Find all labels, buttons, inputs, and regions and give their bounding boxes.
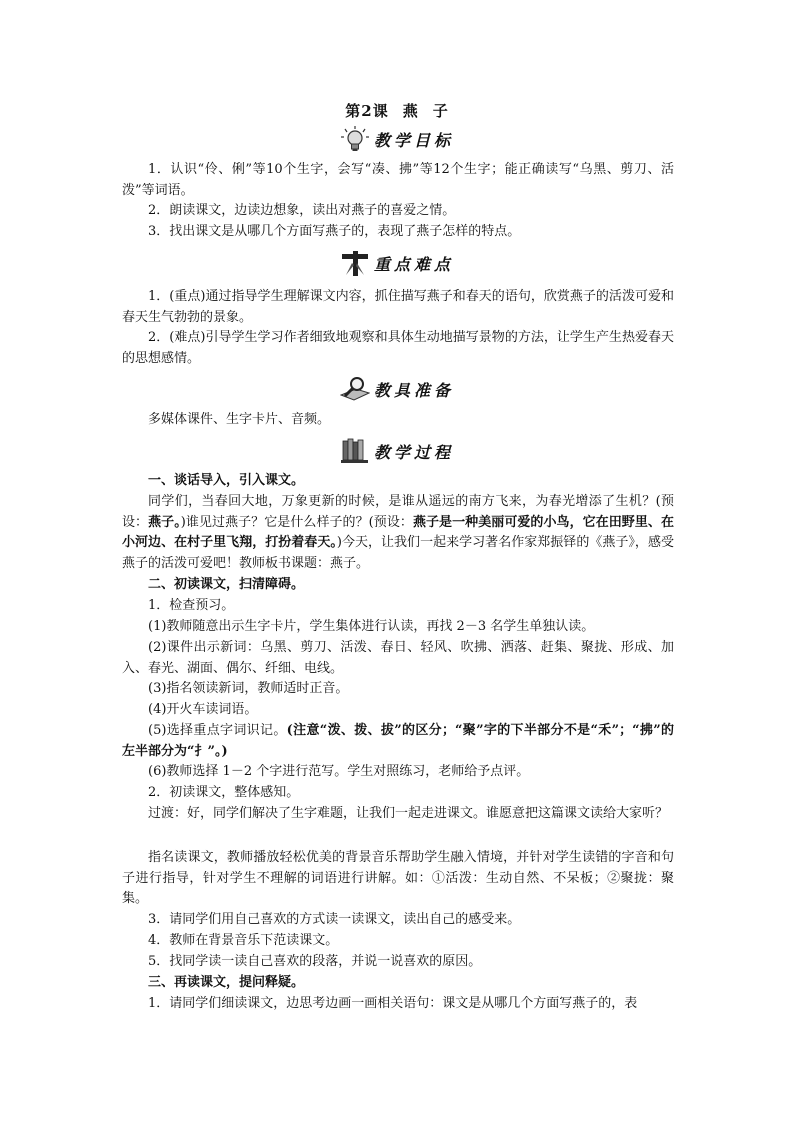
section-heading-materials [0, 374, 794, 404]
step2-item-5: 5．找同学读一读自己喜欢的段落，并说一说喜欢的原因。 [148, 954, 482, 969]
step2-item-3: 3．请同学们用自己喜欢的方式读一读课文，读出自己的感受来。 [148, 912, 521, 927]
step2-item-1-2: (2)课件出示新词：乌黑、剪刀、活泼、春日、轻风、吹拂、洒落、赶集、聚拢、形成、加入、春光、湖面、偶尔、纤细、电线。 [122, 640, 674, 676]
step3-item-1: 1．请同学们细读课文，边思考边画一画相关语句：课文是从哪几个方面写燕子的，表 [148, 996, 638, 1011]
magnifier-book-icon [340, 375, 370, 403]
cross-hammer-icon [340, 249, 370, 277]
step2-reading-guidance: 指名读课文，教师播放轻松优美的背景音乐帮助学生融入情境，并针对学生读错的字音和句子进行指导，针对学生不理解的词语进行讲解。如：①活泼：生动自然、不呆板；②聚拢：聚集。 [122, 850, 674, 906]
step2-item-1-1: (1)教师随意出示生字卡片，学生集体进行认读，再找 2－3 名学生单独认读。 [148, 619, 595, 634]
objective-2: 2．朗读课文，边读边想象，读出对燕子的喜爱之情。 [148, 203, 456, 218]
step3-heading: 三、再读课文，提问释疑。 [148, 975, 305, 990]
section-heading-keypoints [0, 248, 794, 278]
step2-item-1: 1．检查预习。 [148, 598, 235, 613]
lightbulb-icon [340, 125, 370, 153]
keypoint-2: 2．(难点)引导学生学习作者细致地观察和具体生动地描写景物的方法，让学生产生热爱春天的思想感情。 [122, 330, 674, 366]
section-title-process: 教学过程 [373, 442, 454, 462]
step2-item-1-6: (6)教师选择 1－2 个字进行范写。学生对照练习，老师给予点评。 [148, 764, 530, 779]
lesson-name-char-2: 子 [432, 102, 449, 120]
step2-item-1-5: (5)选择重点字词识记。(注意“泼、拨、拔”的区分；“聚”字的下半部分不是“禾”；“拂”的左半部分为“扌”。) [122, 723, 674, 759]
objective-1: 1．认识“伶、俐”等10个生字，会写“凑、拂”等12个生字；能正确读写“乌黑、剪刀、活泼”等词语。 [122, 162, 674, 198]
step2-item-1-4: (4)开火车读词语。 [148, 702, 258, 717]
step2-item-2: 2．初读课文，整体感知。 [148, 785, 300, 800]
step2-transition: 过渡：好，同学们解决了生字难题，让我们一起走进课文。谁愿意把这篇课文读给大家听？ [148, 806, 669, 821]
books-icon [340, 437, 370, 465]
section-title-objectives: 教学目标 [373, 130, 454, 150]
lesson-title [0, 100, 794, 121]
keypoint-1: 1．(重点)通过指导学生理解课文内容，抓住描写燕子和春天的语句，欣赏燕子的活泼可爱和春天生气勃勃的景象。 [122, 289, 674, 325]
objective-3: 3．找出课文是从哪几个方面写燕子的，表现了燕子怎样的特点。 [148, 224, 521, 239]
step2-heading: 二、初读课文，扫清障碍。 [148, 577, 305, 592]
section-heading-process [0, 436, 794, 466]
section-heading-objectives [0, 124, 794, 154]
lesson-name-char-1: 燕 [402, 102, 419, 120]
materials-text: 多媒体课件、生字卡片、音频。 [148, 412, 331, 427]
step1-heading: 一、谈话导入，引入课文。 [148, 473, 305, 488]
section-title-materials: 教具准备 [373, 380, 454, 400]
step2-item-4: 4．教师在背景音乐下范读课文。 [148, 933, 339, 948]
section-title-keypoints: 重点难点 [373, 254, 454, 274]
step2-item-1-3: (3)指名领读新词，教师适时正音。 [148, 681, 349, 696]
step1-paragraph: 同学们，当春回大地，万象更新的时候，是谁从遥远的南方飞来，为春光增添了生机？(预设：燕子。)谁见过燕子？它是什么样子的？(预设：燕子是一种美丽可爱的小鸟，它在田野里、在小河边、在村子里飞翔，打扮着春天。)今天，让我们一起来学习著名作家郑振铎的《燕子》，感受燕子的活泼可爱吧！教师板书课题：燕子。 [122, 494, 674, 571]
lesson-number: 第2课 [345, 102, 389, 120]
